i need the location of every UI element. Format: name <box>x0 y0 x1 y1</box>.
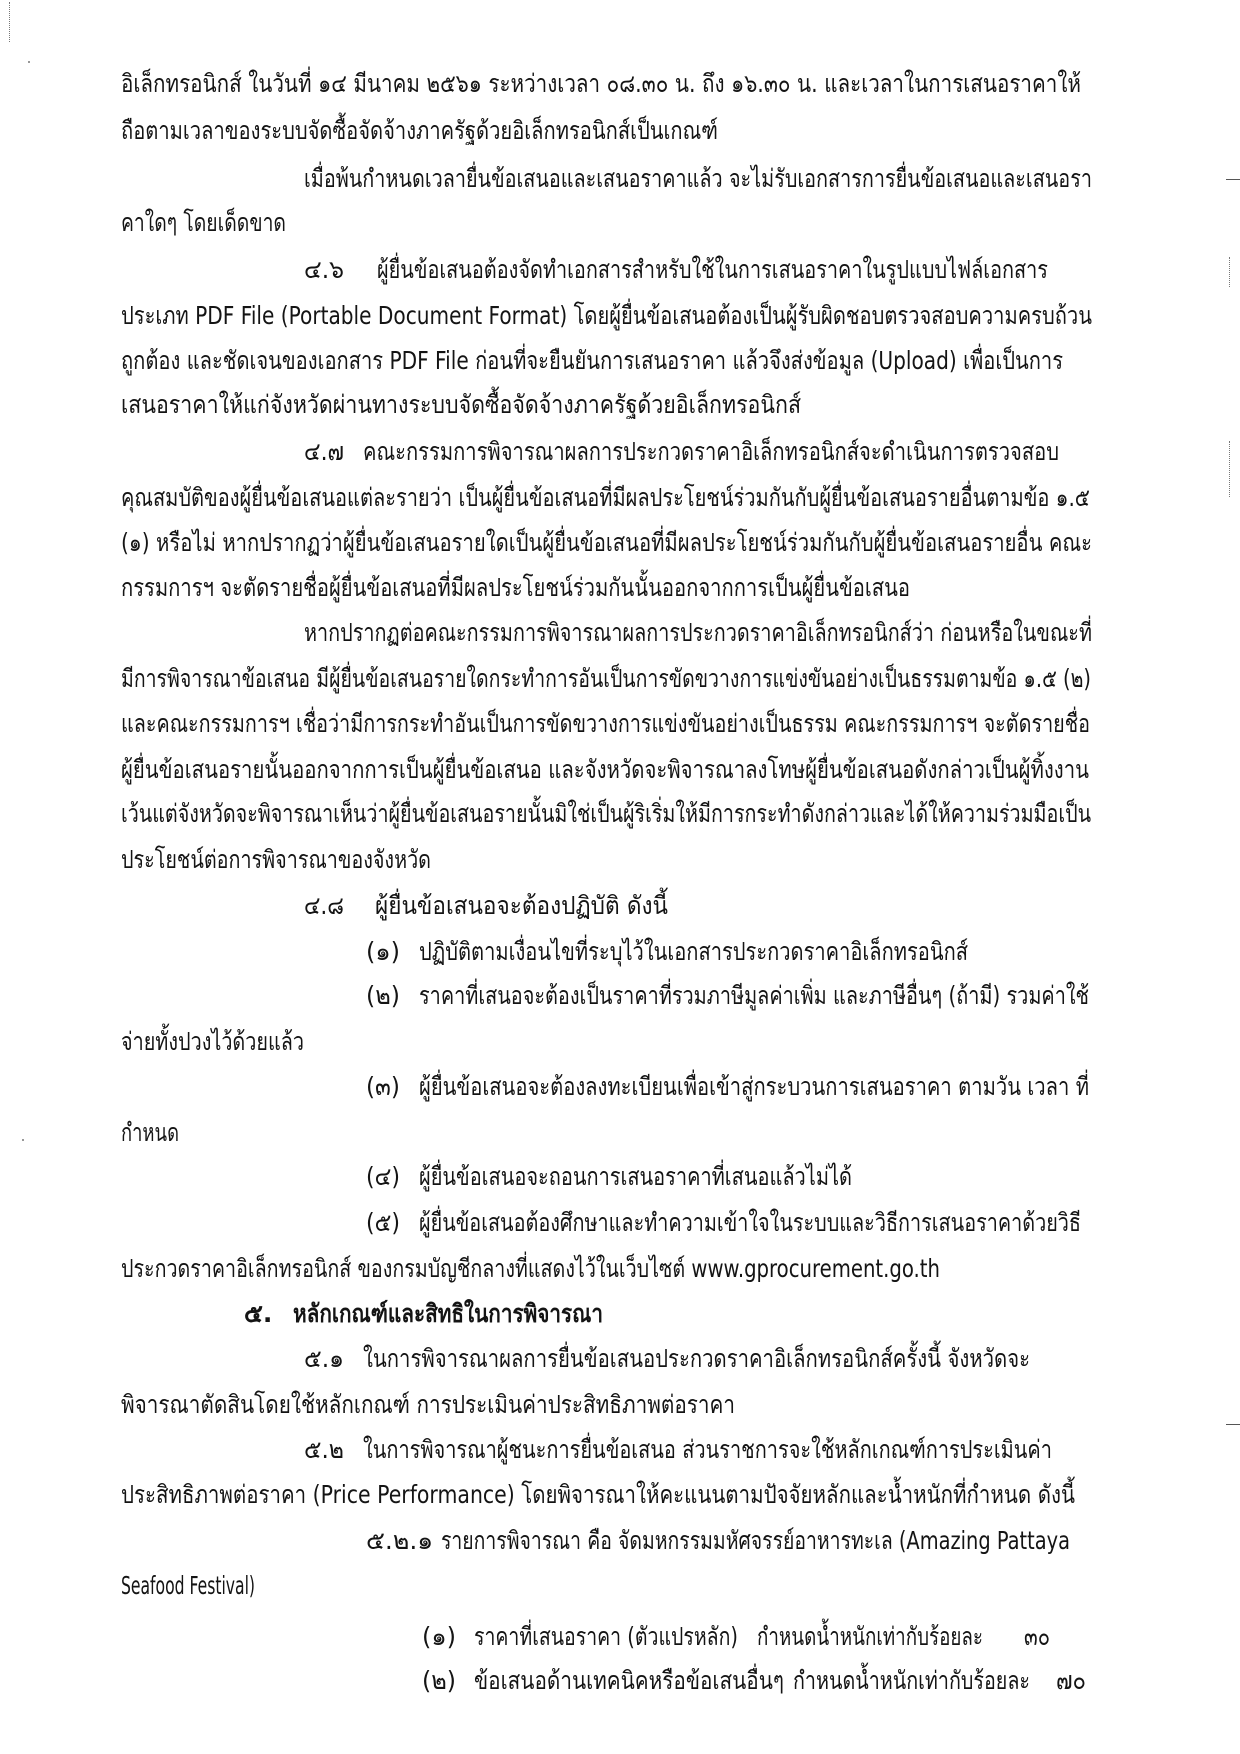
body-line <box>419 930 968 974</box>
body-line <box>121 62 1081 106</box>
body-line <box>121 1473 1075 1517</box>
body-line <box>363 1428 1052 1472</box>
line-text: ประสิทธิภาพต่อราคา (Price Performance) โดยพิจารณาให้คะแนนตามปัจจัยหลักและน้ำหนักที่กำหนด ดังนี้ <box>121 1480 1075 1509</box>
item-number-text: (๒) <box>366 981 400 1010</box>
line-text: ผู้ยื่นข้อเสนอจะต้องลงทะเบียนเพื่อเข้าสู่กระบวนการเสนอราคา ตามวัน เวลา ที่ <box>419 1072 1090 1101</box>
line-text: เสนอราคาให้แก่จังหวัดผ่านทางระบบจัดซื้อจัดจ้างภาครัฐด้วยอิเล็กทรอนิกส์ <box>121 390 802 419</box>
line-text: คุณสมบัติของผู้ยื่นข้อเสนอแต่ละรายว่า เป็นผู้ยื่นข้อเสนอที่มีผลประโยชน์ร่วมกันกับผู้ยื่นข้อเสนอรายอื่นตามข้อ ๑.๕ <box>121 483 1090 512</box>
line-text: ในการพิจารณาผลการยื่นข้อเสนอประกวดราคาอิเล็กทรอนิกส์ครั้งนี้ จังหวัดจะ <box>363 1344 1030 1373</box>
item-number-text: (๕) <box>366 1208 401 1237</box>
clause-number-text: ๕.๒.๑ <box>366 1526 434 1555</box>
body-line <box>121 1111 179 1155</box>
criterion-text-value: ราคาที่เสนอราคา (ตัวแปรหลัก) <box>474 1622 738 1651</box>
body-line <box>121 476 1090 520</box>
scan-mark <box>1226 1424 1240 1425</box>
clause-number-text: ๔.๘ <box>304 891 344 920</box>
criterion-number-text: (๑) <box>422 1622 456 1651</box>
item-number-text: (๑) <box>366 937 400 966</box>
line-text: จ่ายทั้งปวงไว้ด้วยแล้ว <box>121 1027 304 1056</box>
clause-number-text: ๕.๒ <box>304 1435 344 1464</box>
section-title-text: หลักเกณฑ์และสิทธิในการพิจารณา <box>293 1299 603 1328</box>
body-line <box>121 383 801 427</box>
body-line <box>121 339 1063 383</box>
clause-number <box>304 884 344 928</box>
body-line <box>121 1564 255 1608</box>
body-line <box>363 430 1059 474</box>
scan-mark <box>1229 441 1230 497</box>
line-text: รายการพิจารณา คือ จัดมหกรรมมหัศจรรย์อาหารทะเล (Amazing Pattaya <box>441 1526 1070 1555</box>
item-number <box>366 1201 400 1245</box>
body-line <box>304 157 1092 201</box>
line-text: ผู้ยื่นข้อเสนอจะถอนการเสนอราคาที่เสนอแล้วไม่ได้ <box>419 1162 852 1191</box>
line-text: หากปรากฏต่อคณะกรรมการพิจารณาผลการประกวดราคาอิเล็กทรอนิกส์ว่า ก่อนหรือในขณะที่ <box>304 618 1092 647</box>
body-line <box>121 1020 304 1064</box>
body-line <box>375 884 668 928</box>
line-text: กำหนด <box>121 1118 179 1147</box>
clause-number <box>304 1428 344 1472</box>
line-text: พิจารณาตัดสินโดยใช้หลักเกณฑ์ การประเมินค่าประสิทธิภาพต่อราคา <box>121 1390 736 1419</box>
criterion-number <box>422 1659 456 1703</box>
body-line <box>304 611 1092 655</box>
criterion-weight-label-text: กำหนดน้ำหนักเท่ากับร้อยละ <box>757 1622 984 1651</box>
line-text: มีการพิจารณาข้อเสนอ มีผู้ยื่นข้อเสนอรายใดกระทำการอันเป็นการขัดขวางการแข่งขันอย่างเป็นธรรมตามข้อ ๑.๕ (๒) <box>121 664 1092 693</box>
criterion-number <box>422 1615 456 1659</box>
line-text: (๑) หรือไม่ หากปรากฏว่าผู้ยื่นข้อเสนอรายใดเป็นผู้ยื่นข้อเสนอที่มีผลประโยชน์ร่วมกันกับผู้ยื่นข้อเสนอรายอื่น คณะ <box>121 528 1093 557</box>
scan-mark <box>22 1139 24 1141</box>
criterion-number-text: (๒) <box>422 1666 456 1695</box>
item-number <box>366 1155 400 1199</box>
item-number-text: (๔) <box>366 1162 401 1191</box>
line-text: ถูกต้อง และชัดเจนของเอกสาร PDF File ก่อนที่จะยืนยันการเสนอราคา แล้วจึงส่งข้อมูล (Upload) เพื่อเป็นการ <box>121 346 1064 375</box>
line-text: ในการพิจารณาผู้ชนะการยื่นข้อเสนอ ส่วนราชการจะใช้หลักเกณฑ์การประเมินค่า <box>363 1435 1052 1464</box>
body-line <box>121 748 1089 792</box>
body-line <box>121 1383 735 1427</box>
line-text: เว้นแต่จังหวัดจะพิจารณาเห็นว่าผู้ยื่นข้อเสนอรายนั้นมิใช่เป็นผู้ริเริ่มให้มีการกระทำดังกล่าวและได้ให้ความร่วมมือเป็น <box>121 799 1092 828</box>
body-line <box>121 838 431 882</box>
body-line <box>121 521 1092 565</box>
body-line <box>121 294 1092 338</box>
line-text: ผู้ยื่นข้อเสนอรายนั้นออกจากการเป็นผู้ยื่นข้อเสนอ และจังหวัดจะพิจารณาลงโทษผู้ยื่นข้อเสนอดังกล่าวเป็นผู้ทิ้งงาน <box>121 755 1089 784</box>
criterion-weight <box>1056 1659 1086 1703</box>
line-text: ผู้ยื่นข้อเสนอต้องศึกษาและทำความเข้าใจในระบบและวิธีการเสนอราคาด้วยวิธี <box>419 1208 1082 1237</box>
clause-number <box>304 1337 344 1381</box>
body-line <box>363 1337 1030 1381</box>
line-text: เมื่อพ้นกำหนดเวลายื่นข้อเสนอและเสนอราคาแล้ว จะไม่รับเอกสารการยื่นข้อเสนอและเสนอรา <box>304 164 1092 193</box>
item-number <box>366 1065 400 1109</box>
section-number <box>244 1292 274 1336</box>
criterion-weight-label-text: กำหนดน้ำหนักเท่ากับร้อยละ <box>793 1666 1031 1695</box>
scan-mark <box>1229 257 1230 287</box>
item-number <box>366 930 400 974</box>
section-number-text: ๕. <box>244 1299 273 1328</box>
clause-number-text: ๕.๑ <box>304 1344 345 1373</box>
body-line <box>419 1201 1081 1245</box>
body-line <box>121 657 1091 701</box>
clause-number <box>304 430 344 474</box>
line-text: ประเภท PDF File (Portable Document Format) โดยผู้ยื่นข้อเสนอต้องเป็นผู้รับผิดชอบตรวจสอบความครบถ้วน <box>121 301 1092 330</box>
body-line <box>419 1155 852 1199</box>
body-line <box>441 1519 1070 1563</box>
clause-number <box>304 248 344 292</box>
line-text: ประโยชน์ต่อการพิจารณาของจังหวัด <box>121 845 432 874</box>
item-number <box>366 974 400 1018</box>
body-line <box>121 566 910 610</box>
criterion-text <box>474 1615 738 1659</box>
clause-number <box>366 1519 434 1563</box>
line-text: กรรมการฯ จะตัดรายชื่อผู้ยื่นข้อเสนอที่มีผลประโยชน์ร่วมกันนั้นออกจากการเป็นผู้ยื่นข้อเสนอ <box>121 573 911 602</box>
line-text: อิเล็กทรอนิกส์ ในวันที่ ๑๔ มีนาคม ๒๕๖๑ ระหว่างเวลา ๐๘.๓๐ น. ถึง ๑๖.๓๐ น. และเวลาในการเสนอราคาให้ <box>121 69 1081 98</box>
criterion-weight-label <box>793 1659 1030 1703</box>
line-text: ราคาที่เสนอจะต้องเป็นราคาที่รวมภาษีมูลค่าเพิ่ม และภาษีอื่นๆ (ถ้ามี) รวมค่าใช้ <box>419 981 1090 1010</box>
body-line <box>419 1065 1089 1109</box>
body-line <box>121 1247 940 1291</box>
scan-mark <box>1226 179 1240 180</box>
body-line <box>121 201 286 245</box>
item-number-text: (๓) <box>366 1072 400 1101</box>
criterion-weight-value: ๗๐ <box>1056 1666 1086 1695</box>
line-text: ถือตามเวลาของระบบจัดซื้อจัดจ้างภาครัฐด้วยอิเล็กทรอนิกส์เป็นเกณฑ์ <box>121 116 719 145</box>
line-text: คณะกรรมการพิจารณาผลการประกวดราคาอิเล็กทรอนิกส์จะดำเนินการตรวจสอบ <box>363 437 1060 466</box>
line-text: คาใดๆ โดยเด็ดขาด <box>121 208 286 237</box>
section-title <box>293 1292 603 1336</box>
line-text: ผู้ยื่นข้อเสนอต้องจัดทำเอกสารสำหรับใช้ในการเสนอราคาในรูปแบบไฟล์เอกสาร <box>377 255 1048 284</box>
body-line <box>377 248 1048 292</box>
criterion-text-value: ข้อเสนอด้านเทคนิคหรือข้อเสนอื่นๆ <box>474 1666 784 1695</box>
criterion-weight <box>1024 1615 1050 1659</box>
scan-mark <box>28 61 30 63</box>
clause-number-text: ๔.๗ <box>304 437 344 466</box>
criterion-weight-value: ๓๐ <box>1024 1622 1051 1651</box>
criterion-text <box>474 1659 784 1703</box>
line-text: ผู้ยื่นข้อเสนอจะต้องปฏิบัติ ดังนี้ <box>375 891 668 920</box>
criterion-weight-label <box>757 1615 983 1659</box>
clause-number-text: ๔.๖ <box>304 255 345 284</box>
line-text: Seafood Festival) <box>121 1571 255 1600</box>
line-text: ประกวดราคาอิเล็กทรอนิกส์ ของกรมบัญชีกลางที่แสดงไว้ในเว็บไซต์ www.gprocurement.go.th <box>121 1254 940 1283</box>
body-line <box>121 792 1091 836</box>
line-text: ปฏิบัติตามเงื่อนไขที่ระบุไว้ในเอกสารประกวดราคาอิเล็กทรอนิกส์ <box>419 937 969 966</box>
body-line <box>121 702 1090 746</box>
body-line <box>121 109 718 153</box>
scan-mark <box>9 2 10 42</box>
body-line <box>419 974 1089 1018</box>
line-text: และคณะกรรมการฯ เชื่อว่ามีการกระทำอันเป็นการขัดขวางการแข่งขันอย่างเป็นธรรม คณะกรรมการฯ จะตัดรายชื่อ <box>121 709 1091 738</box>
